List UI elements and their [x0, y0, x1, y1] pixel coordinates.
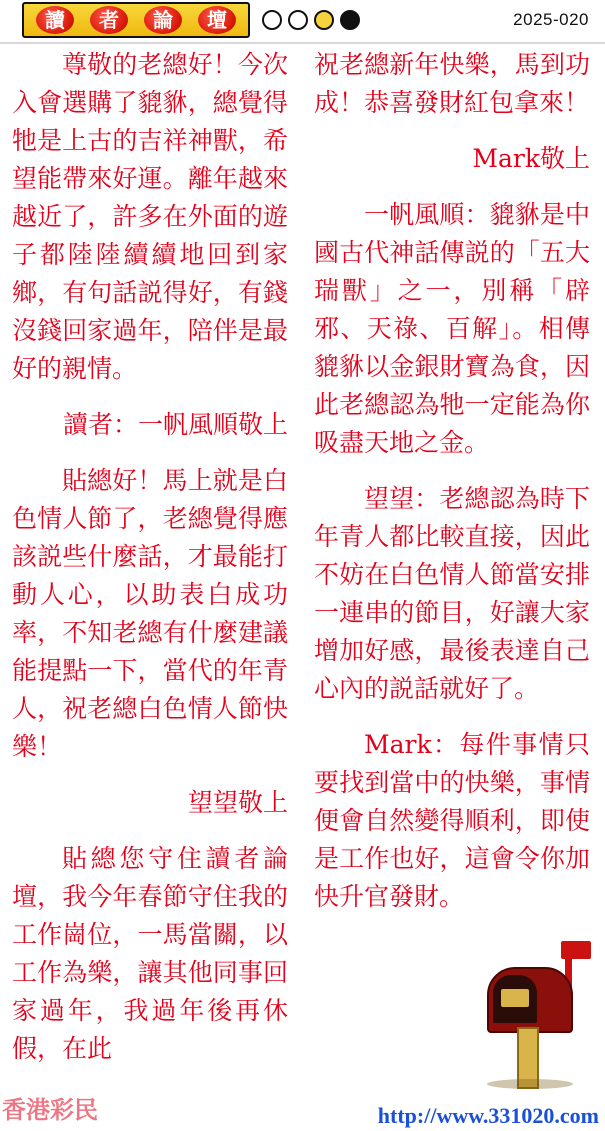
reply-3-body: 望望：老總認為時下年青人都比較直接，因此不妨在白色情人節當安排一連串的節目，好讓大家增加好感，最後表達自己心內的説話就好了。	[314, 484, 590, 703]
logo-char-4: 壇	[198, 6, 236, 34]
white-dot-icon	[288, 10, 308, 30]
letter-1-signature: 讀者：一帆風順敬上	[62, 410, 288, 439]
decorative-dots	[262, 10, 354, 32]
logo-char-2: 者	[90, 6, 128, 34]
reply-4-body: Mark：每件事情只要找到當中的快樂，事情便會自然變得順利，即使是工作也好，這會令你加快升官發財。	[314, 730, 590, 911]
reply-1-signature: Mark敬上	[472, 144, 590, 173]
reply-2-body: 一帆風順：貔貅是中國古代神話傳説的「五大瑞獸」之一，別稱「辟邪、天祿、百解」。相傳貔貅以金銀財寶為食，因此老總認為牠一定能為你吸盡天地之金。	[314, 200, 590, 457]
logo-char-1: 讀	[36, 6, 74, 34]
mailbox-door-icon	[493, 975, 537, 1023]
white-dot-icon	[262, 10, 282, 30]
reply-1-body: 祝老總新年快樂，馬到功成！恭喜發財紅包拿來！	[314, 50, 590, 117]
black-dot-icon	[340, 10, 360, 30]
issue-number: 2025-020	[513, 10, 589, 29]
letter-3-body: 貼總您守住讀者論壇，我今年春節守住我的工作崗位，一馬當關，以工作為樂，讓其他同事回家過年，我過年後再休假，在此	[12, 844, 288, 1063]
watermark-url: http://www.331020.com	[377, 1103, 599, 1128]
mailbox-shadow	[487, 1079, 573, 1089]
logo-char-3: 論	[144, 6, 182, 34]
mailbox-illustration	[469, 941, 599, 1091]
page-header	[0, 0, 605, 44]
left-column	[6, 44, 294, 1131]
masthead-logo	[22, 2, 250, 38]
letter-2-body: 貼總好！馬上就是白色情人節了，老總覺得應該説些什麼話，才最能打動人心，以助表白成功率，不知老總有什麼建議能提點一下，當代的年青人，祝老總白色情人節快樂！	[12, 466, 288, 761]
yellow-dot-icon	[314, 10, 334, 30]
letter-2-signature: 望望敬上	[187, 788, 288, 817]
letter-1-body: 尊敬的老總好！今次入會選購了貔貅，總覺得牠是上古的吉祥神獸，希望能帶來好運。離年越來越近了，許多在外面的遊子都陸陸續續地回到家鄉，有句話説得好，有錢沒錢回家過年，陪伴是最好的親情。	[12, 50, 288, 383]
watermark-left: 香港彩民	[2, 1095, 98, 1124]
